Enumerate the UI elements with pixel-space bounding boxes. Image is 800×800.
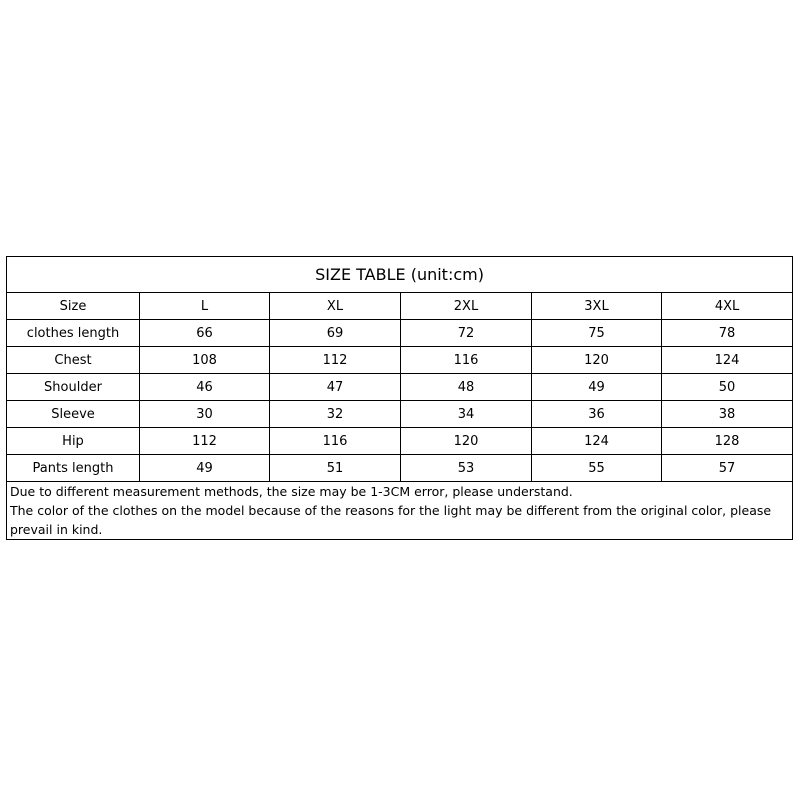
header-size-xl: XL <box>270 293 401 320</box>
title-row <box>7 257 793 293</box>
row-label-hip: Hip <box>7 428 140 455</box>
table-cell: 49 <box>532 374 662 401</box>
row-label-sleeve: Sleeve <box>7 401 140 428</box>
table-cell: 120 <box>532 347 662 374</box>
table-row <box>7 401 793 428</box>
color-note: The color of the clothes on the model because of the reasons for the light may be different from the original color, please prevail in kind. <box>10 503 772 537</box>
table-cell: 32 <box>270 401 401 428</box>
header-size-3xl: 3XL <box>532 293 662 320</box>
table-cell: 112 <box>270 347 401 374</box>
header-size-4xl: 4XL <box>662 293 793 320</box>
table-row <box>7 374 793 401</box>
table-cell: 116 <box>401 347 532 374</box>
table-cell: 49 <box>140 455 270 482</box>
header-size-l: L <box>140 293 270 320</box>
table-cell: 116 <box>270 428 401 455</box>
table-cell: 120 <box>401 428 532 455</box>
table-cell: 36 <box>532 401 662 428</box>
table-cell: 53 <box>401 455 532 482</box>
table-cell: 78 <box>662 320 793 347</box>
notes-cell <box>7 482 793 540</box>
measurement-note: Due to different measurement methods, the size may be 1-3CM error, please understand. <box>10 484 573 499</box>
table-cell: 75 <box>532 320 662 347</box>
table-cell: 72 <box>401 320 532 347</box>
table-title: SIZE TABLE (unit:cm) <box>7 257 793 293</box>
table-cell: 46 <box>140 374 270 401</box>
size-table <box>6 256 793 540</box>
table-cell: 55 <box>532 455 662 482</box>
table-cell: 48 <box>401 374 532 401</box>
header-size-label: Size <box>7 293 140 320</box>
table-cell: 124 <box>662 347 793 374</box>
table-cell: 108 <box>140 347 270 374</box>
table-cell: 112 <box>140 428 270 455</box>
table-cell: 47 <box>270 374 401 401</box>
header-size-2xl: 2XL <box>401 293 532 320</box>
row-label-shoulder: Shoulder <box>7 374 140 401</box>
row-label-chest: Chest <box>7 347 140 374</box>
table-cell: 38 <box>662 401 793 428</box>
header-row <box>7 293 793 320</box>
table-cell: 124 <box>532 428 662 455</box>
table-cell: 128 <box>662 428 793 455</box>
table-row <box>7 428 793 455</box>
table-cell: 57 <box>662 455 793 482</box>
table-cell: 34 <box>401 401 532 428</box>
table-cell: 69 <box>270 320 401 347</box>
table-cell: 66 <box>140 320 270 347</box>
row-label-pants-length: Pants length <box>7 455 140 482</box>
table-row <box>7 320 793 347</box>
row-label-clothes-length: clothes length <box>7 320 140 347</box>
notes-row <box>7 482 793 540</box>
table-cell: 50 <box>662 374 793 401</box>
size-table-container <box>6 256 792 540</box>
table-row <box>7 455 793 482</box>
table-cell: 51 <box>270 455 401 482</box>
table-row <box>7 347 793 374</box>
table-cell: 30 <box>140 401 270 428</box>
